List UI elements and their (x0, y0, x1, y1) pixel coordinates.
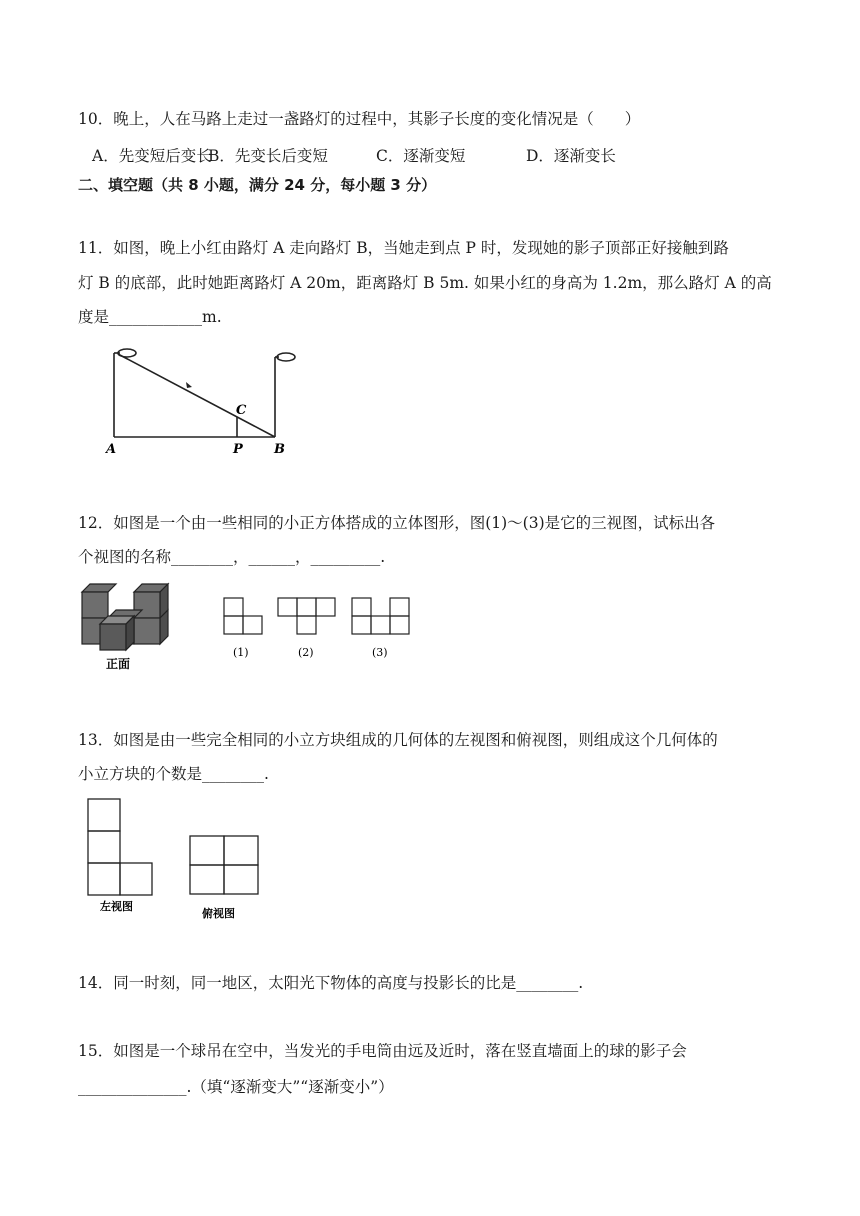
left-view-figure (82, 796, 182, 926)
label-a: A (106, 442, 117, 457)
q15-line1: 15．如图是一个球吊在空中，当发光的手电筒由远及近时，落在竖直墙面上的球的影子会 (78, 1042, 687, 1060)
q12-line2: 个视图的名称________，______，_________. (78, 548, 386, 566)
ray-arrow-icon (186, 382, 192, 388)
q10-option-d: D．逐渐变长 (526, 147, 616, 165)
label-c: C (236, 403, 247, 418)
q15-line2: ______________.（填“逐渐变大”“逐渐变小”） (78, 1078, 394, 1096)
q10-option-a: A．先变短后变长 (92, 147, 212, 165)
streetlight-figure (100, 345, 310, 460)
q11-line2: 灯 B 的底部，此时她距离路灯 A 20m，距离路灯 B 5m. 如果小红的身高为 1.2m，那么路灯 A 的高 (78, 274, 772, 292)
cube-solid-figure (78, 580, 190, 672)
left-view-label: 左视图 (100, 900, 133, 913)
view-3-label: (3) (372, 646, 388, 659)
top-view-label: 俯视图 (202, 907, 235, 920)
view-1-label: (1) (233, 646, 249, 659)
q11-line3: 度是____________m. (78, 308, 222, 326)
q14-text: 14．同一时刻，同一地区，太阳光下物体的高度与投影长的比是________. (78, 974, 584, 992)
q10-option-c: C．逐渐变短 (376, 147, 466, 165)
q10-option-b: B．先变长后变短 (208, 147, 328, 165)
top-view-figure (184, 830, 274, 925)
lamp-b-head (277, 353, 295, 361)
label-p: P (233, 442, 243, 457)
section-heading: 二、填空题（共 8 小题，满分 24 分，每小题 3 分） (78, 176, 437, 194)
q12-line1: 12．如图是一个由一些相同的小正方体搭成的立体图形，图(1)～(3)是它的三视图，试标出各 (78, 514, 716, 532)
q11-line1: 11．如图，晚上小红由路灯 A 走向路灯 B，当她走到点 P 时，发现她的影子顶部正好接触到路 (78, 239, 729, 257)
view-2 (278, 598, 335, 634)
front-label: 正面 (106, 657, 131, 671)
view-3 (352, 598, 409, 634)
view-2-label: (2) (298, 646, 314, 659)
light-ray (118, 354, 275, 437)
q10-text: 10．晚上，人在马路上走过一盏路灯的过程中，其影子长度的变化情况是（ ） (78, 110, 641, 128)
view-1 (224, 598, 262, 634)
q13-line2: 小立方块的个数是________. (78, 765, 269, 783)
q13-line1: 13．如图是由一些完全相同的小立方块组成的几何体的左视图和俯视图，则组成这个几何体的 (78, 731, 718, 749)
three-views-figure (218, 594, 418, 664)
label-b: B (274, 442, 285, 457)
